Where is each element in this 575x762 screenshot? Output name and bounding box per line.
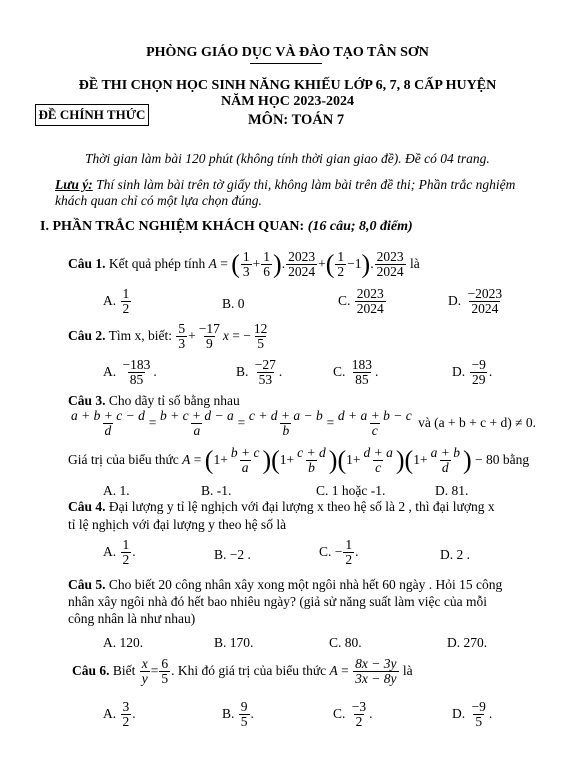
q2-option-a: A. $\frac{-183}{85}$ . [103,357,157,388]
q1-tail: là [409,255,420,271]
question-2: Câu 2. Tìm x, biết: $\frac{5}{3}$ + $\frac{-17}{9}$ x = − $\frac{12}{5}$ [68,321,268,352]
school-year: NĂM HỌC 2023-2024 [221,94,354,109]
divider [250,63,322,64]
q5-line2: nhân xây ngôi nhà đó hết bao nhiêu ngày? (giả sử năng suất làm việc của mỗi [68,594,487,609]
note [55,177,515,193]
question-3 [68,393,240,409]
section-score: (16 câu; 8,0 điểm) [307,219,413,234]
q2-text: Tìm x, biết: [105,327,176,343]
q5-option-c: C. 80. [329,635,362,650]
q4-option-a: A. $\frac{1}{2}$ . [103,537,136,568]
q3-option-b: B. -1. [201,483,232,498]
q4-text-2: tỉ lệ nghịch với đại lượng y theo hệ số là [68,517,287,532]
q5-line1: Cho biết 20 công nhân xây xong một ngôi nhà hết 60 ngày . Hỏi 15 công [105,577,503,592]
question-1: Câu 1. Kết quả phép tính A = ( $\frac{1}{3}$ + $\frac{1}{6}$ ). $\frac{2023}{2024}$ +( $\frac{1}{2}$ −1). $\frac{2023}{2024}$ là [68,249,420,280]
q5-label: Câu 5. [68,577,106,592]
q3-tail: − 80 bằng [475,451,530,467]
q1-option-d: D. $\frac{-2023}{2024}$ [448,286,503,317]
q3-label: Câu 3. [68,393,106,408]
note-text-2: khách quan chỉ có một lựa chọn đúng. [55,193,262,208]
note-text: Thí sinh làm bài trên tờ giấy thi, không làm bài trên đề thi; Phần trắc nghiệm [92,177,516,192]
subject: MÔN: TOÁN 7 [248,112,345,128]
q5-option-b: B. 170. [214,635,254,650]
q4-option-b: B. −2 . [214,547,251,562]
time-note: Thời gian làm bài 120 phút (không tính thời gian giao đề). Đề có 04 trang. [85,151,490,166]
q3-expression: Giá trị của biểu thức A = (1+ $\frac{b + c}{a}$ )(1+ $\frac{c + d}{b}$ )(1+ $\frac{d + a}{c}$ )(1+ $\frac{a + b}{d}$ ) − 80 bằng [68,445,530,476]
office-name: PHÒNG GIÁO DỤC VÀ ĐÀO TẠO TÂN SƠN [146,45,429,60]
q4-option-c: C. − $\frac{1}{2}$ . [319,537,359,568]
q1-option-b: B. 0 [222,296,245,311]
q5-option-a: A. 120. [103,635,144,650]
question-4 [68,499,495,515]
section-title-text: I. PHẦN TRẮC NGHIỆM KHÁCH QUAN: [40,219,308,234]
q6-option-a: A. $\frac{3}{2}$ . [103,699,136,730]
q6-text2: . Khi đó giá trị của biểu thức [171,662,327,678]
section-title [40,219,413,235]
q1-label: Câu 1. [68,255,106,271]
q2-option-b: B. $\frac{-27}{53}$ . [236,357,283,388]
q3-option-c: C. 1 hoặc -1. [316,483,386,498]
official-label: ĐỀ CHÍNH THỨC [38,107,146,122]
q6-option-d: D. $\frac{-9}{5}$ . [452,699,493,730]
q6-tail: là [402,662,413,678]
q1-text: Kết quả phép tính [105,255,209,271]
q6-label: Câu 6. [72,662,110,678]
q2-label: Câu 2. [68,327,106,343]
q4-text: Đại lượng y tỉ lệ nghịch với đại lượng x theo hệ số là 2 , thì đại lượng x [105,499,495,514]
q6-text: Biết [109,662,136,678]
note-label: Lưu ý: [55,177,93,192]
q3-option-a: A. 1. [103,483,130,498]
q6-option-b: B. $\frac{9}{5}$ . [222,699,254,730]
q3-text2: Giá trị của biểu thức [68,451,179,467]
q2-option-d: D. $\frac{-9}{29}$ . [452,357,493,388]
q2-option-c: C. $\frac{183}{85}$ . [333,357,379,388]
question-5 [68,577,502,593]
q6-option-c: C. $\frac{-3}{2}$ . [333,699,373,730]
q4-label: Câu 4. [68,499,106,514]
q1-option-c: C. $\frac{2023}{2024}$ [338,286,384,317]
q5-option-d: D. 270. [447,635,488,650]
q3-condition: và (a + b + c + d) ≠ 0. [418,414,537,430]
q3-text: Cho dãy tỉ số bằng nhau [105,393,240,408]
q3-option-d: D. 81. [435,483,469,498]
q1-option-a: A. $\frac{1}{2}$ [103,286,130,317]
official-stamp-box [35,104,149,126]
q4-option-d: D. 2 . [440,547,470,562]
exam-title: ĐỀ THI CHỌN HỌC SINH NĂNG KHIẾU LỚP 6, 7, 8 CẤP HUYỆN [78,78,497,93]
q5-line3: công nhân là như nhau) [68,611,196,626]
q3-ratios: $\frac{a + b + c - d}{d}$ = $\frac{b + c + d - a}{a}$ = $\frac{c + d + a - b}{b}$ = $\frac{d + a + b - c}{c}$ và (a + b + c + d) ≠ 0. [71,408,537,439]
question-6: Câu 6. Biết $\frac{x}{y}$ = $\frac{6}{5}$ . Khi đó giá trị của biểu thức A = $\frac{8x - 3y}{3x - 8y}$ là [72,656,413,687]
